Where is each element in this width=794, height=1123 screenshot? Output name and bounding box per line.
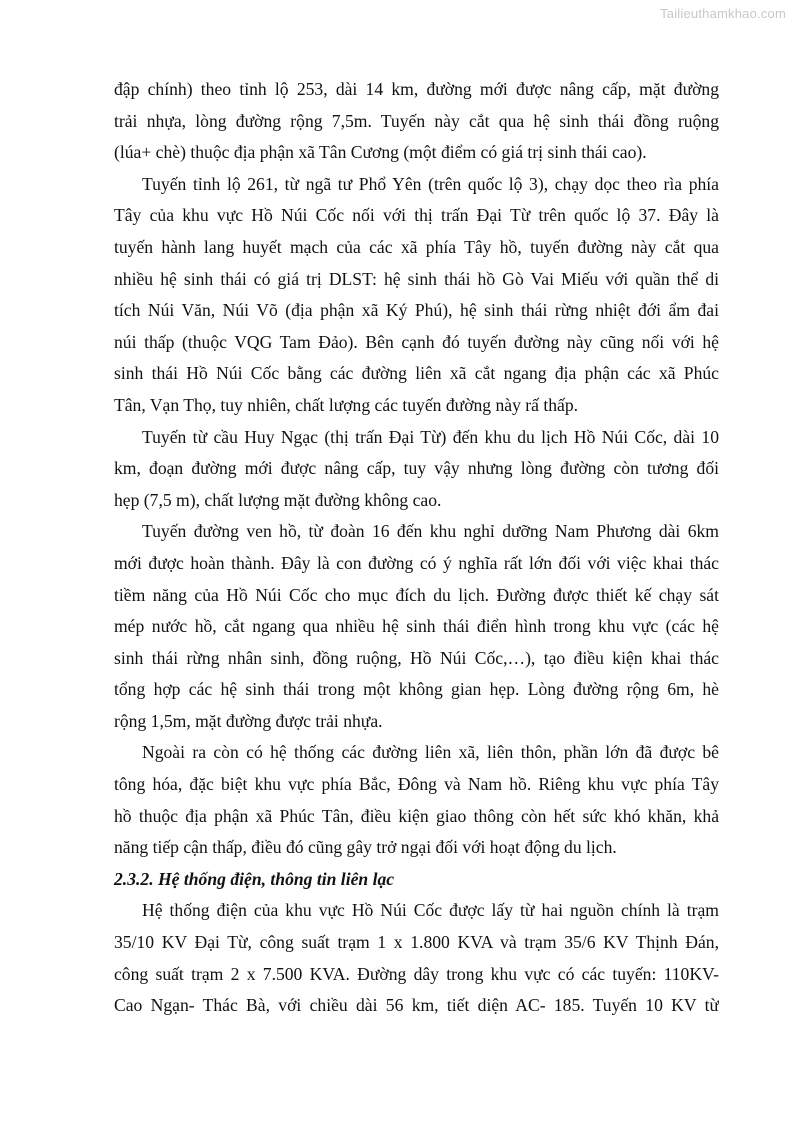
- paragraph-line: nhiều hệ sinh thái có giá trị DLST: hệ sinh thái hồ Gò Vai Miếu với quần thể di: [114, 268, 719, 289]
- paragraph-line: mép nước hồ, cắt ngang qua nhiều hệ sinh thái điển hình trong khu vực (các hệ: [114, 616, 719, 637]
- paragraph-line: Tuyến từ cầu Huy Ngạc (thị trấn Đại Từ) đến khu du lịch Hồ Núi Cốc, dài 10: [142, 426, 719, 447]
- paragraph-line: Tuyến đường ven hồ, từ đoàn 16 đến khu nghỉ dưỡng Nam Phương dài 6km: [142, 521, 719, 542]
- paragraph-line: tuyến hành lang huyết mạch của các xã phía Tây hồ, tuyến đường này cắt qua: [114, 236, 719, 257]
- paragraph-line: sinh thái Hồ Núi Cốc bằng các đường liên xã cắt ngang địa phận các xã Phúc: [114, 363, 719, 384]
- paragraph-line: Tây của khu vực Hồ Núi Cốc nối với thị trấn Đại Từ trên quốc lộ 37. Đây là: [114, 205, 719, 226]
- section-heading: 2.3.2. Hệ thống điện, thông tin liên lạc: [114, 868, 395, 889]
- paragraph-line: trải nhựa, lòng đường rộng 7,5m. Tuyến này cắt qua hệ sinh thái đồng ruộng: [114, 110, 719, 131]
- paragraph-line: Hệ thống điện của khu vực Hồ Núi Cốc được lấy từ hai nguồn chính là trạm: [142, 900, 719, 921]
- paragraph-line: Tân, Vạn Thọ, tuy nhiên, chất lượng các tuyến đường này rấ thấp.: [114, 394, 579, 415]
- paragraph-line: năng tiếp cận thấp, điều đó cũng gây trở ngại đối với hoạt động du lịch.: [114, 837, 617, 858]
- paragraph-line: hồ thuộc địa phận xã Phúc Tân, điều kiện giao thông còn hết sức khó khăn, khả: [114, 805, 719, 826]
- document-body: [114, 74, 719, 1022]
- paragraph-line: hẹp (7,5 m), chất lượng mặt đường không cao.: [114, 489, 442, 510]
- paragraph-line: tiềm năng của Hồ Núi Cốc cho mục đích du lịch. Đường được thiết kế chạy sát: [114, 584, 719, 605]
- paragraph-line: tông hóa, đặc biệt khu vực phía Bắc, Đông và Nam hồ. Riêng khu vực phía Tây: [114, 774, 719, 795]
- paragraph-line: mới được hoàn thành. Đây là con đường có ý nghĩa rất lớn đối với việc khai thác: [114, 552, 719, 573]
- paragraph-line: (lúa+ chè) thuộc địa phận xã Tân Cương (một điểm có giá trị sinh thái cao).: [114, 142, 647, 163]
- paragraph-line: 35/10 KV Đại Từ, công suất trạm 1 x 1.800 KVA và trạm 35/6 KV Thịnh Đán,: [114, 932, 719, 953]
- paragraph-line: Ngoài ra còn có hệ thống các đường liên xã, liên thôn, phần lớn đã được bê: [142, 742, 719, 763]
- paragraph-line: tích Núi Văn, Núi Võ (địa phận xã Ký Phú), hệ sinh thái rừng nhiệt đới ẩm đai: [114, 300, 719, 321]
- paragraph-line: sinh thái rừng nhân sinh, đồng ruộng, Hồ Núi Cốc,…), tạo điều kiện khai thác: [114, 647, 719, 668]
- paragraph-line: tổng hợp các hệ sinh thái trong một không gian hẹp. Lòng đường rộng 6m, hè: [114, 679, 719, 700]
- paragraph-line: đập chính) theo tỉnh lộ 253, dài 14 km, đường mới được nâng cấp, mặt đường: [114, 79, 719, 99]
- paragraph-line: km, đoạn đường mới được nâng cấp, tuy vậy nhưng lòng đường còn tương đối: [114, 458, 719, 479]
- paragraph-line: rộng 1,5m, mặt đường được trải nhựa.: [114, 710, 383, 731]
- paragraph-line: núi thấp (thuộc VQG Tam Đảo). Bên cạnh đó tuyến đường này cũng nối với hệ: [114, 331, 719, 352]
- paragraph-line: Tuyến tỉnh lộ 261, từ ngã tư Phổ Yên (trên quốc lộ 3), chạy dọc theo rìa phía: [142, 173, 719, 194]
- paragraph-line: Cao Ngạn- Thác Bà, với chiều dài 56 km, tiết diện AC- 185. Tuyến 10 KV từ: [114, 995, 719, 1016]
- paragraph-line: công suất trạm 2 x 7.500 KVA. Đường dây trong khu vực có các tuyến: 110KV-: [114, 963, 719, 984]
- watermark: Tailieuthamkhao.com: [660, 6, 786, 21]
